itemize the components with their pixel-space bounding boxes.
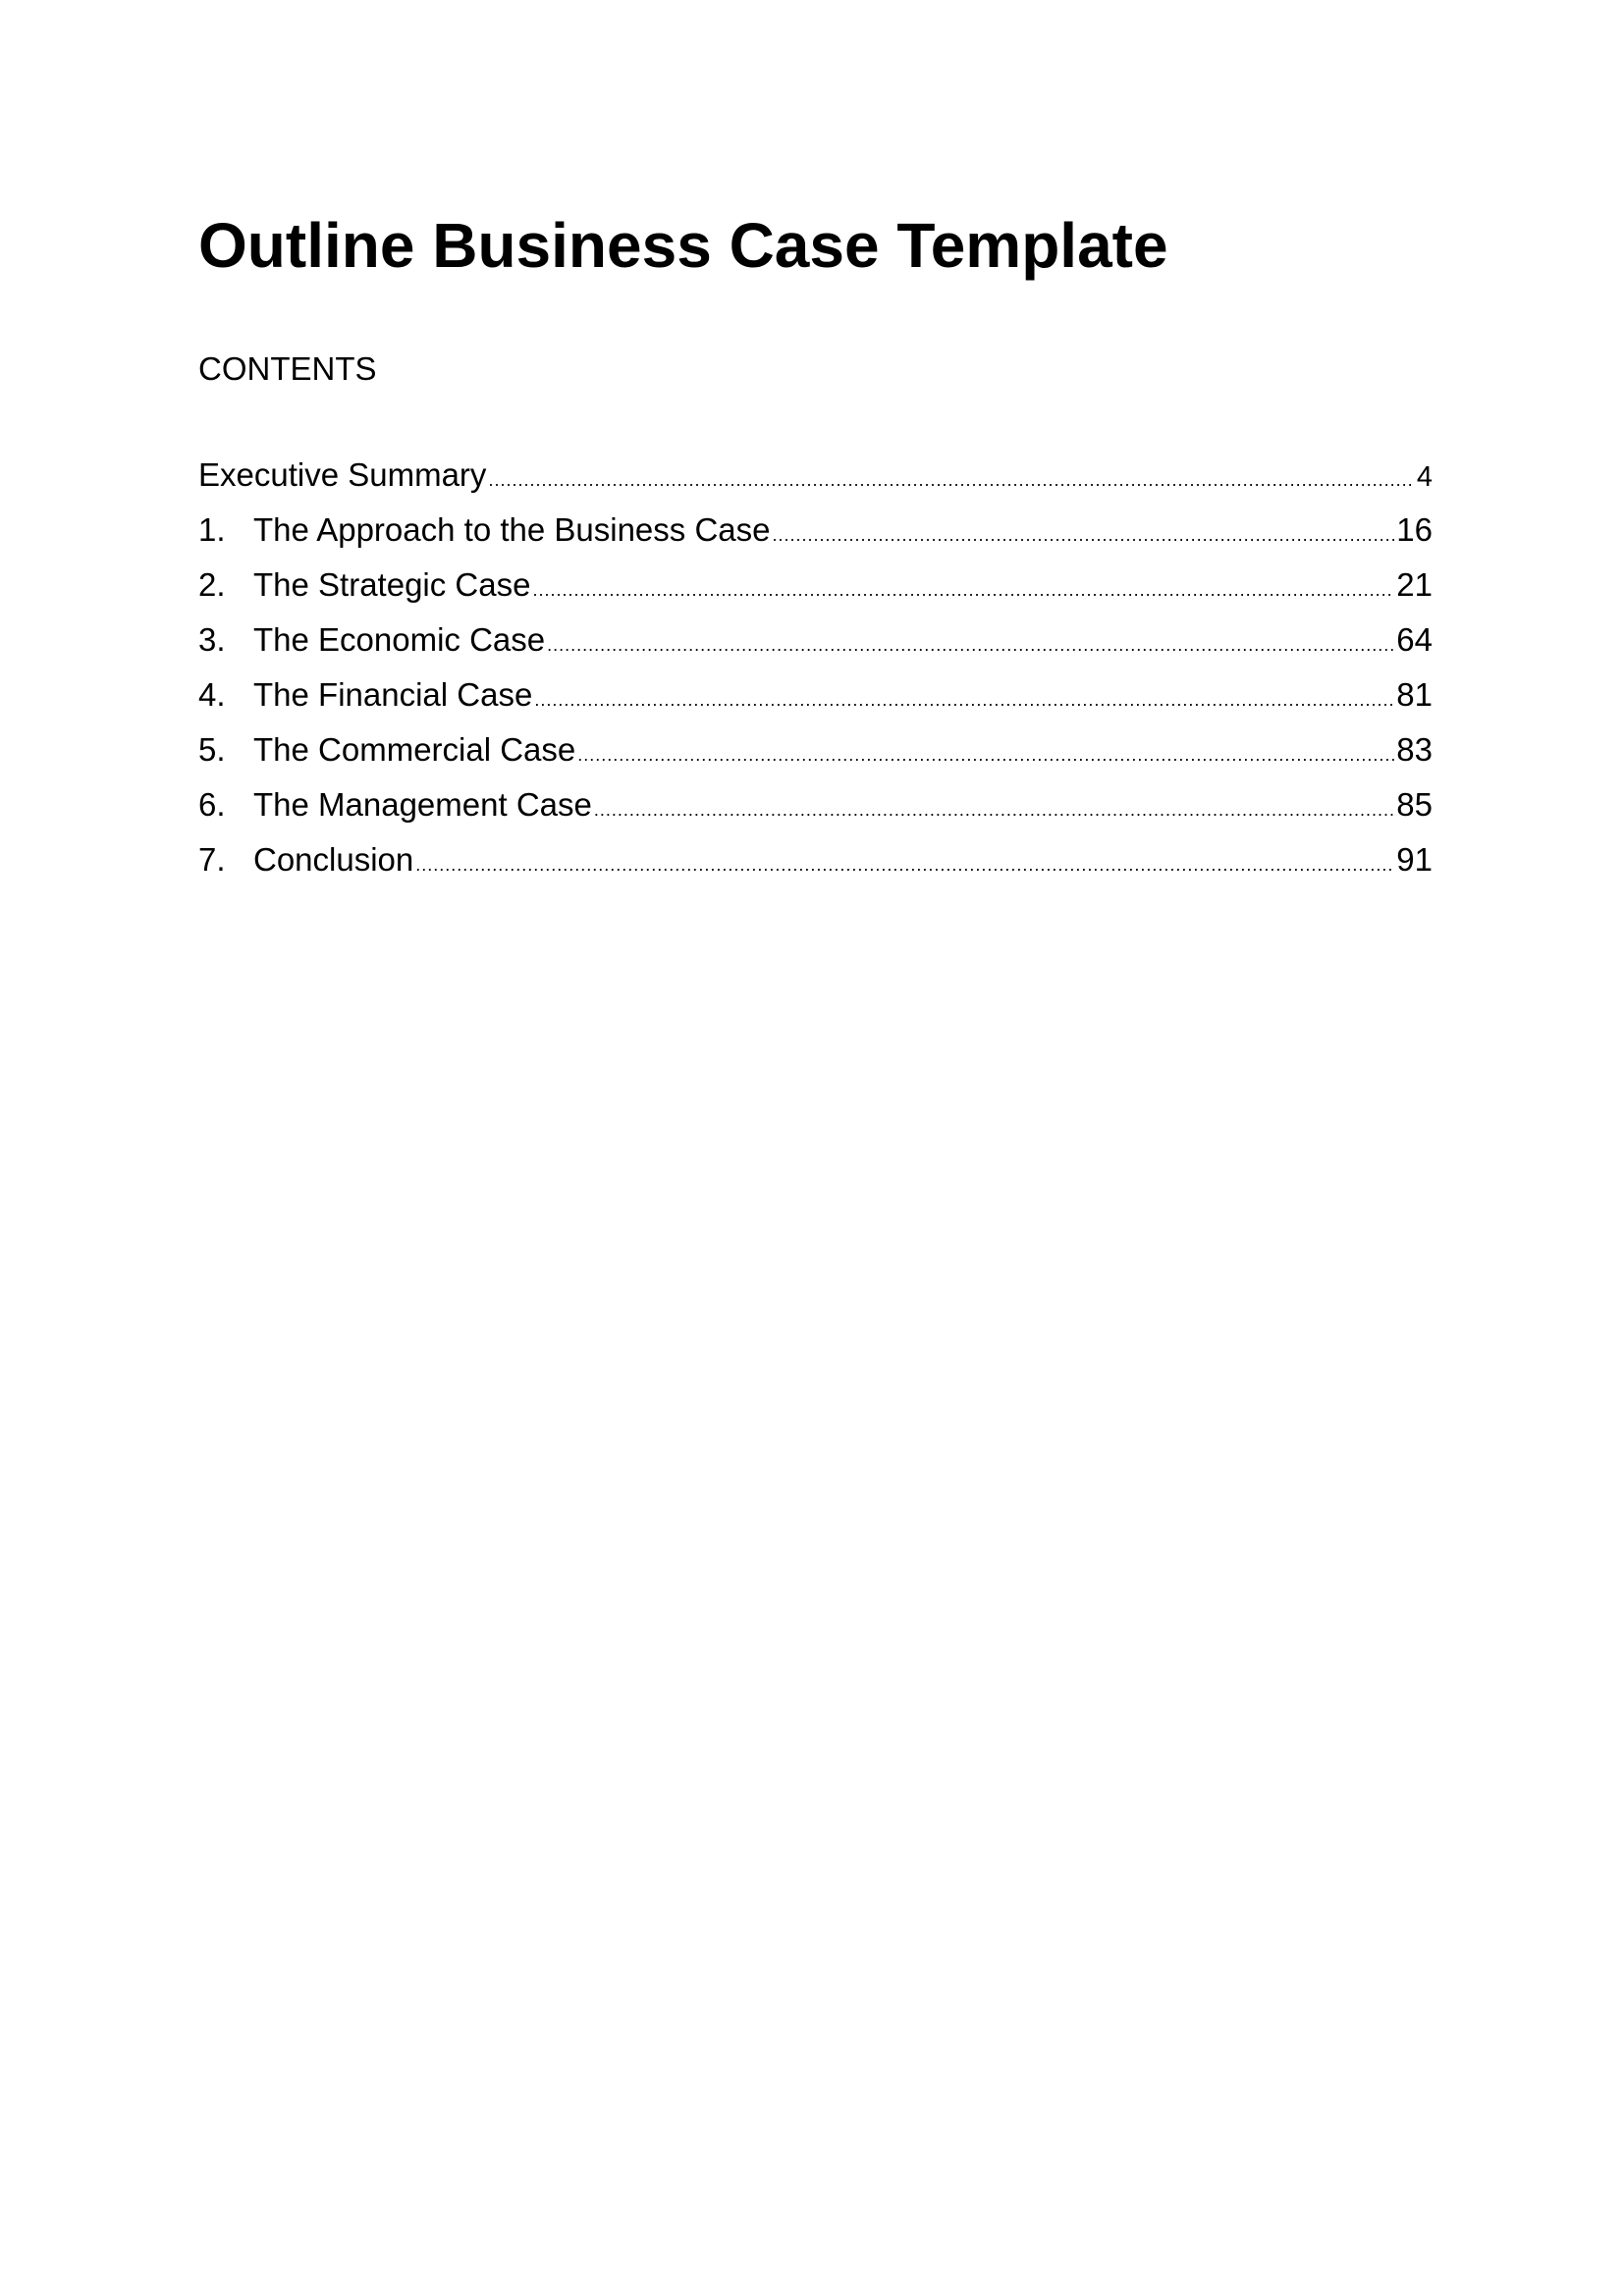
toc-entry-number: 1.	[198, 511, 226, 548]
toc-entry-number: 7.	[198, 841, 226, 878]
toc-dot-leader	[594, 788, 1394, 831]
toc-entry-title: Conclusion	[253, 841, 414, 878]
toc-entry-title: The Financial Case	[253, 676, 533, 713]
toc-entry-number: 4.	[198, 676, 226, 713]
table-of-contents	[198, 454, 1433, 893]
toc-entry-approach[interactable]	[198, 508, 1433, 563]
toc-entry-commercial-case[interactable]	[198, 728, 1433, 783]
toc-dot-leader	[488, 458, 1414, 502]
toc-dot-leader	[534, 678, 1394, 721]
toc-entry-number: 2.	[198, 566, 226, 603]
toc-entry-page: 91	[1396, 841, 1433, 878]
toc-dot-leader	[532, 568, 1394, 612]
toc-dot-leader	[773, 513, 1395, 557]
toc-entry-page: 21	[1396, 566, 1433, 603]
toc-entry-page: 64	[1396, 621, 1433, 658]
toc-entry-title: The Approach to the Business Case	[253, 511, 771, 548]
document-title: Outline Business Case Template	[198, 210, 1168, 281]
toc-entry-executive-summary[interactable]	[198, 454, 1433, 508]
toc-entry-economic-case[interactable]	[198, 618, 1433, 673]
toc-entry-strategic-case[interactable]	[198, 563, 1433, 618]
toc-entry-title: Executive Summary	[198, 456, 487, 493]
toc-entry-page: 81	[1396, 676, 1433, 713]
toc-entry-page: 85	[1396, 786, 1433, 823]
toc-entry-title: The Commercial Case	[253, 731, 576, 768]
contents-heading: CONTENTS	[198, 350, 377, 387]
toc-entry-conclusion[interactable]	[198, 838, 1433, 893]
toc-entry-page: 83	[1396, 731, 1433, 768]
toc-dot-leader	[577, 733, 1394, 776]
toc-entry-number: 3.	[198, 621, 226, 658]
toc-dot-leader	[415, 843, 1394, 886]
toc-entry-page: 4	[1416, 461, 1433, 493]
toc-entry-management-case[interactable]	[198, 783, 1433, 838]
toc-entry-title: The Management Case	[253, 786, 592, 823]
toc-entry-number: 5.	[198, 731, 226, 768]
toc-entry-title: The Strategic Case	[253, 566, 531, 603]
toc-entry-title: The Economic Case	[253, 621, 546, 658]
toc-entry-page: 16	[1396, 511, 1433, 548]
toc-entry-financial-case[interactable]	[198, 673, 1433, 728]
toc-entry-number: 6.	[198, 786, 226, 823]
toc-dot-leader	[547, 623, 1394, 667]
